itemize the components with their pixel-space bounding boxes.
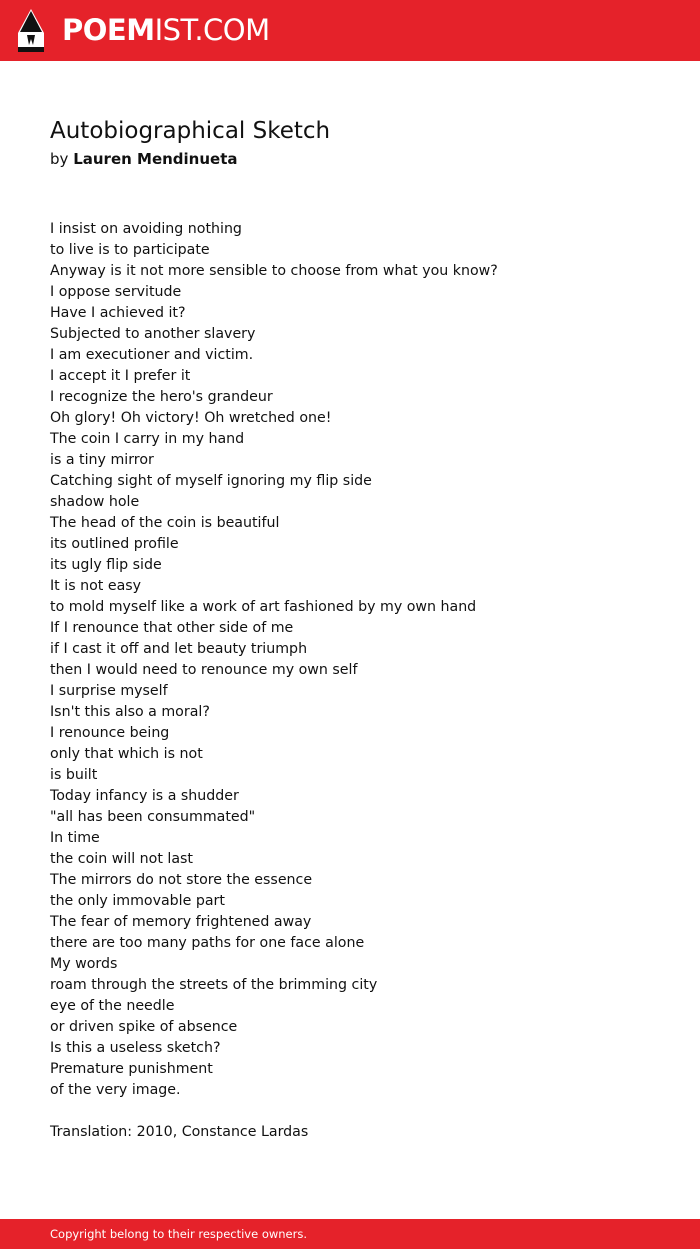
poem-body [50,219,498,1101]
poem-line: The mirrors do not store the essence [50,872,313,888]
poem-line: there are too many paths for one face alone [50,935,365,951]
poem-line: The fear of memory frightened away [50,914,312,930]
poem-line: Today infancy is a shudder [50,788,239,804]
poem-line: eye of the needle [50,998,175,1014]
poem-line: My words [50,956,118,972]
site-footer [0,1219,700,1249]
poem-line: is built [50,767,98,783]
poem-line: Premature punishment [50,1061,213,1077]
poem-line: I renounce being [50,725,170,741]
poem-line: then I would need to renounce my own self [50,662,358,678]
poem-line: Oh glory! Oh victory! Oh wretched one! [50,410,332,426]
poem-line: I recognize the hero's grandeur [50,389,273,405]
poem-line: "all has been consummated" [50,809,256,825]
poem-line: or driven spike of absence [50,1019,238,1035]
poem-line: to mold myself like a work of art fashioned by my own hand [50,599,477,615]
poem-line: I accept it I prefer it [50,368,191,384]
poem-line: is a tiny mirror [50,452,154,468]
poem-line: of the very image. [50,1082,181,1098]
poem-line: Is this a useless sketch? [50,1040,221,1056]
poem-line: In time [50,830,100,846]
poem-line: Anyway is it not more sensible to choose from what you know? [50,263,498,279]
poem-line: I am executioner and victim. [50,347,254,363]
poem-line: It is not easy [50,578,142,594]
byline [50,148,238,170]
poem-line: Have I achieved it? [50,305,186,321]
pen-nib-icon[interactable] [17,9,45,52]
translation-credit: Translation: 2010, Constance Lardas [50,1124,309,1140]
poem-line: shadow hole [50,494,140,510]
poem-line: Isn't this also a moral? [50,704,210,720]
poem-line: Catching sight of myself ignoring my flip side [50,473,372,489]
poem-line: I insist on avoiding nothing [50,221,242,237]
poem-line: Subjected to another slavery [50,326,256,342]
poem-line: I oppose servitude [50,284,182,300]
poem-title: Autobiographical Sketch [50,118,331,144]
site-logo[interactable] [62,12,270,48]
poem-line: If I renounce that other side of me [50,620,294,636]
poem-line: to live is to participate [50,242,210,258]
poem-line: The coin I carry in my hand [50,431,245,447]
poem-line: the coin will not last [50,851,193,867]
site-header [0,0,700,61]
author-name[interactable]: Lauren Mendinueta [73,150,238,168]
logo-light-text: IST.COM [154,13,270,47]
logo-bold-text: POEM [62,13,155,47]
poem-line: the only immovable part [50,893,225,909]
copyright-text: Copyright belong to their respective owners. [50,1227,308,1241]
poem-line: roam through the streets of the brimming city [50,977,378,993]
poem-line: its outlined profile [50,536,179,552]
poem-line: its ugly flip side [50,557,162,573]
poem-line: The head of the coin is beautiful [50,515,280,531]
poem-line: I surprise myself [50,683,168,699]
by-label: by [50,150,69,168]
poem-line: if I cast it off and let beauty triumph [50,641,308,657]
poem-line: only that which is not [50,746,203,762]
